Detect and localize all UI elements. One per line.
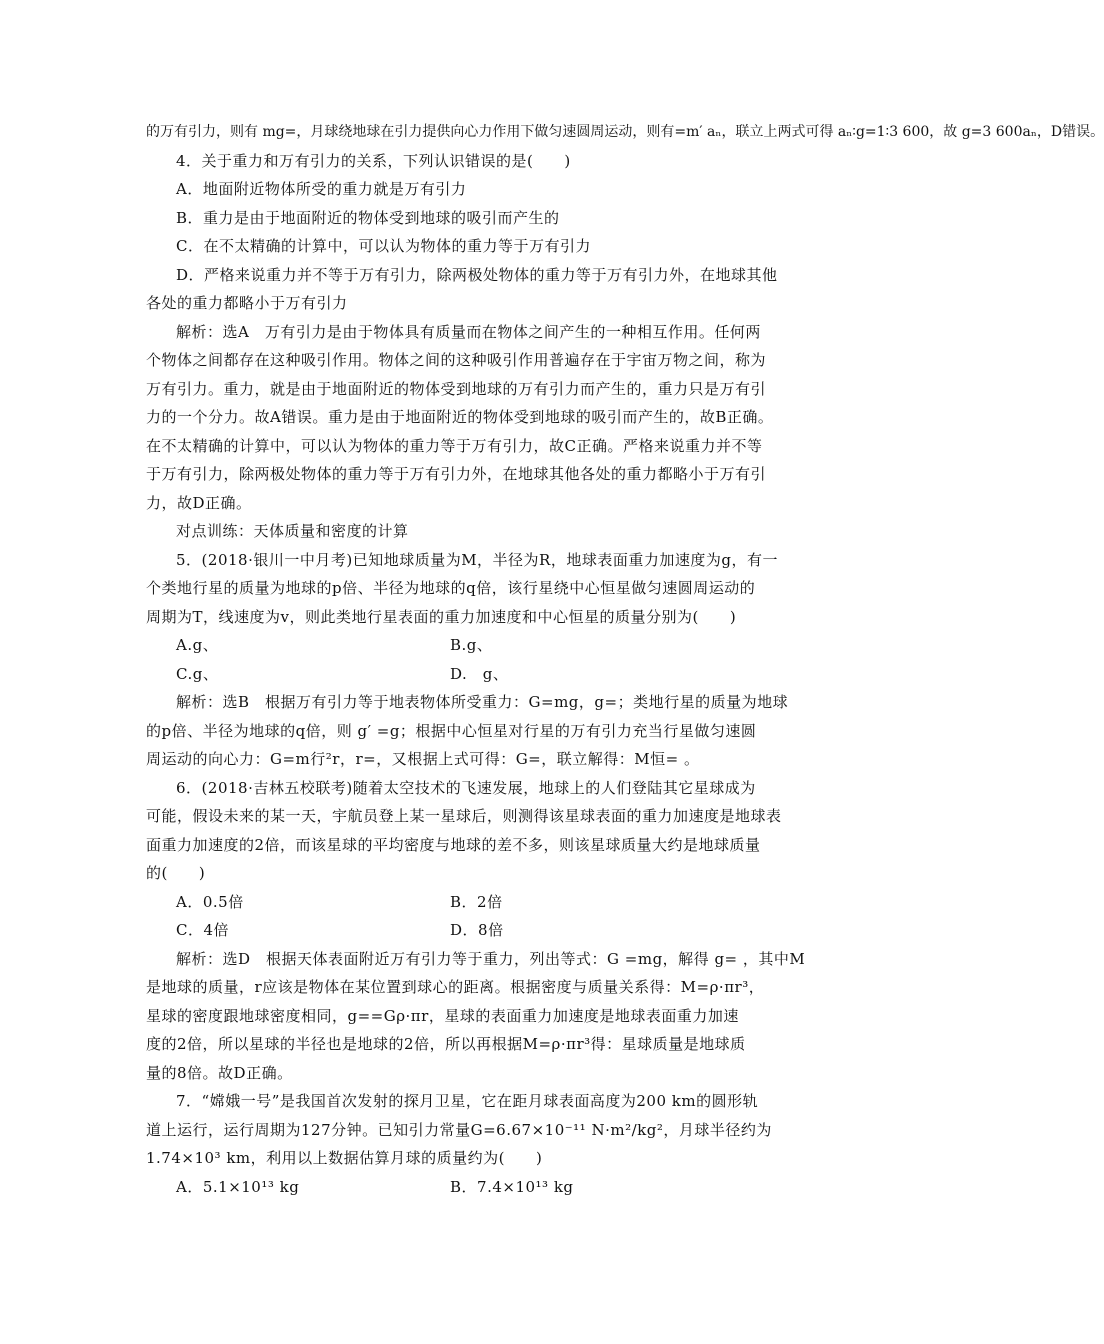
q6-option-c: C．4倍 [176,921,230,939]
text-line: 道上运行，运行周期为127分钟。已知引力常量G=6.67×10⁻¹¹ N·m²/kg²，月球半径约为 [146,1120,772,1139]
text-line: 万有引力。重力，就是由于地面附近的物体受到地球的万有引力而产生的，重力只是万有引 [146,379,767,398]
text-line: 个物体之间都存在这种吸引作用。物体之间的这种吸引作用普遍存在于宇宙万物之间，称为 [146,351,767,369]
text-line: 的( ) [146,864,206,882]
q6-option-a: A．0.5倍 [176,892,244,911]
q4-option-b: B．重力是由于地面附近的物体受到地球的吸引而产生的 [176,208,560,227]
q5-options-row [146,660,806,689]
text-line: 个类地行星的质量为地球的p倍、半径为地球的q倍，该行星绕中心恒星做匀速圆周运动的 [146,579,756,597]
text-line: 周运动的向心力：G=m行²r，r=，又根据上式可得：G=，联立解得：M恒= 。 [146,750,700,768]
text-line: 度的2倍，所以星球的半径也是地球的2倍，所以再根据M=ρ·πr³得：星球质量是地球质 [146,1035,746,1053]
document-page [146,118,1104,1201]
q7-option-a: A．5.1×10¹³ kg [176,1177,300,1196]
text-line: 是地球的质量，r应该是物体在某位置到球心的距离。根据密度与质量关系得：M=ρ·πr³， [146,978,765,996]
question-5-stem: 5．(2018·银川一中月考)已知地球质量为M，半径为R，地球表面重力加速度为g，有一 [176,550,778,569]
text-line: 各处的重力都略小于万有引力 [146,294,348,312]
question-6-stem: 6．(2018·吉林五校联考)随着太空技术的飞速发展，地球上的人们登陆其它星球成为 [176,778,756,797]
q4-option-c: C．在不太精确的计算中，可以认为物体的重力等于万有引力 [176,237,591,255]
text-line: 可能，假设未来的某一天，宇航员登上某一星球后，则测得该星球表面的重力加速度是地球表 [146,807,782,825]
q6-option-d: D．8倍 [450,921,504,939]
q5-option-a: A.g、 [176,636,219,654]
q7-options-row [146,1173,806,1202]
q6-options-row [146,916,806,945]
text-line: 的万有引力，则有 mg=，月球绕地球在引力提供向心力作用下做匀速圆周运动，则有=m′ aₙ，联立上两式可得 aₙ∶g=1∶3 600，故 g=3 600aₙ，D错误。 [146,124,1104,140]
question-4-stem: 4．关于重力和万有引力的关系，下列认识错误的是( ) [176,151,571,170]
text-line: 力，故D正确。 [146,493,252,512]
q5-option-c: C.g、 [176,664,219,683]
q4-analysis: 解析：选A 万有引力是由于物体具有质量而在物体之间产生的一种相互作用。任何两 [176,322,761,341]
q6-options-row [146,888,806,917]
text-line: 量的8倍。故D正确。 [146,1063,293,1082]
text-line: 在不太精确的计算中，可以认为物体的重力等于万有引力，故C正确。严格来说重力并不等 [146,436,763,455]
text-line: 周期为T，线速度为v，则此类地行星表面的重力加速度和中心恒星的质量分别为( ) [146,607,737,626]
text-line: 的p倍、半径为地球的q倍，则 g′ =g；根据中心恒星对行星的万有引力充当行星做匀速圆 [146,721,757,740]
q5-option-d: D. g、 [450,664,509,683]
q4-option-d: D．严格来说重力并不等于万有引力，除两极处物体的重力等于万有引力外，在地球其他 [176,265,778,284]
text-line: 于万有引力，除两极处物体的重力等于万有引力外，在地球其他各处的重力都略小于万有引 [146,465,767,483]
text-line: 星球的密度跟地球密度相同，g==Gρ·πr，星球的表面重力加速度是地球表面重力加速 [146,1006,739,1025]
q6-option-b: B．2倍 [450,892,503,911]
q6-analysis: 解析：选D 根据天体表面附近万有引力等于重力，列出等式：G =mg，解得 g= ，其中M [176,949,806,968]
q7-option-b: B．7.4×10¹³ kg [450,1177,574,1196]
q5-analysis: 解析：选B 根据万有引力等于地表物体所受重力：G=mg，g=；类地行星的质量为地球 [176,693,789,711]
text-line: 面重力加速度的2倍，而该星球的平均密度与地球的差不多，则该星球质量大约是地球质量 [146,835,761,854]
q5-options-row [146,631,806,660]
text-line: 1.74×10³ km，利用以上数据估算月球的质量约为( ) [146,1149,543,1167]
question-7-stem: 7．“嫦娥一号”是我国首次发射的探月卫星，它在距月球表面高度为200 km的圆形轨 [176,1092,759,1110]
q4-option-a: A．地面附近物体所受的重力就是万有引力 [176,180,467,198]
section-heading: 对点训练：天体质量和密度的计算 [176,522,409,540]
q5-option-b: B.g、 [450,636,493,654]
text-line: 力的一个分力。故A错误。重力是由于地面附近的物体受到地球的吸引而产生的，故B正确。 [146,408,774,426]
